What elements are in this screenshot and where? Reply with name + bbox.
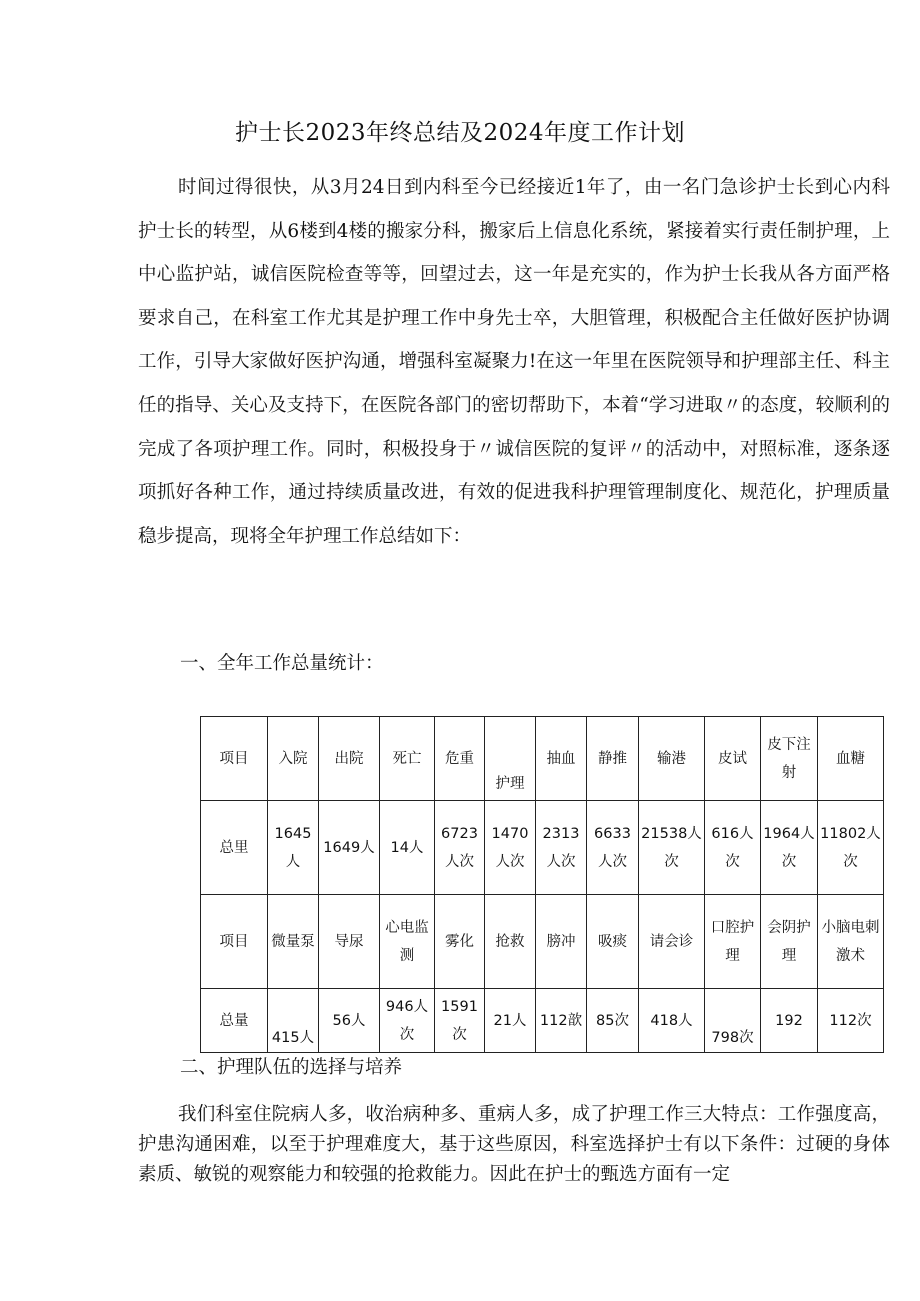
table-cell: 微量泵: [268, 895, 319, 989]
table-cell: 56人: [319, 989, 380, 1053]
table-cell: 项目: [201, 895, 268, 989]
table-cell: 抢救: [485, 895, 536, 989]
table-cell: 1645人: [268, 801, 319, 895]
table-cell: 1591次: [435, 989, 485, 1053]
table-cell: 心电监测: [380, 895, 435, 989]
intro-paragraph: 时间过得很快，从3月24日到内科至今已经接近1年了，由一名门急诊护士长到心内科护士长的转型，从6楼到4楼的搬家分科，搬家后上信息化系统，紧接着实行责任制护理，上中心监护站，诚信医院检查等等，回望过去，这一年是充实的，作为护士长我从各方面严格要求自己，在科室工作尤其是护理工作中身先士卒，大胆管理，积极配合主任做好医护协调工作，引导大家做好医护沟通，增强科室凝聚力!在这一年里在医院领导和护理部主任、科主任的指导、关心及支持下，在医院各部门的密切帮助下，本着“学习进取〃的态度，较顺利的完成了各项护理工作。同时，积极投身于〃诚信医院的复评〃的活动中，对照标准，逐条逐项抓好各种工作，通过持续质量改进，有效的促进我科护理管理制度化、规范化，护理质量稳步提高，现将全年护理工作总结如下：: [138, 177, 890, 547]
document-title: 护士长2023年终总结及2024年度工作计划: [234, 120, 686, 146]
table-cell: 2313人次: [536, 801, 587, 895]
table-cell: 死亡: [380, 717, 435, 801]
table-row: [201, 801, 884, 895]
table-cell: 静推: [587, 717, 639, 801]
table-cell: 入院: [268, 717, 319, 801]
table-cell: 1470人次: [485, 801, 536, 895]
table-cell: 请会诊: [639, 895, 705, 989]
table-cell: 口腔护理: [705, 895, 761, 989]
table-cell: 14人: [380, 801, 435, 895]
table-cell: 415人: [268, 989, 319, 1053]
table-cell: 1964人次: [761, 801, 818, 895]
table-cell: 雾化: [435, 895, 485, 989]
table-cell: 小脑电刺激术: [818, 895, 884, 989]
table-cell: 总量: [201, 989, 268, 1053]
table-cell: 会阴护理: [761, 895, 818, 989]
table-cell: 项目: [201, 717, 268, 801]
table-cell: 798次: [705, 989, 761, 1053]
table-row: [201, 717, 884, 801]
table-cell: 21人: [485, 989, 536, 1053]
table-cell: 危重: [435, 717, 485, 801]
table-cell: 616人次: [705, 801, 761, 895]
table-cell: 1649人: [319, 801, 380, 895]
table-cell: 膀冲: [536, 895, 587, 989]
table-cell: 护理: [485, 717, 536, 801]
table-cell: 6633人次: [587, 801, 639, 895]
team-paragraph: 我们科室住院病人多，收治病种多、重病人多，成了护理工作三大特点：工作强度高，护患沟通困难，以至于护理难度大，基于这些原因，科室选择护士有以下条件：过硬的身体素质、敏锐的观察能力和较强的抢救能力。因此在护士的甄选方面有一定: [138, 1104, 890, 1185]
table-cell: 11802人次: [818, 801, 884, 895]
table-cell: 946人次: [380, 989, 435, 1053]
table-cell: 皮试: [705, 717, 761, 801]
table-cell: 21538人次: [639, 801, 705, 895]
table-cell: 112次: [818, 989, 884, 1053]
table-cell: 血糖: [818, 717, 884, 801]
table-cell: 导尿: [319, 895, 380, 989]
table-cell: 皮下注射: [761, 717, 818, 801]
workload-table: [200, 716, 884, 1053]
table-cell: 192: [761, 989, 818, 1053]
table-cell: 总里: [201, 801, 268, 895]
table-cell: 抽血: [536, 717, 587, 801]
table-cell: 出院: [319, 717, 380, 801]
table-cell: 418人: [639, 989, 705, 1053]
table-cell: 吸痰: [587, 895, 639, 989]
table-cell: 112歆: [536, 989, 587, 1053]
table-cell: 输港: [639, 717, 705, 801]
table-row: [201, 895, 884, 989]
table-cell: 85次: [587, 989, 639, 1053]
section-heading-team: 二、护理队伍的选择与培养: [180, 1057, 403, 1078]
table-row: [201, 989, 884, 1053]
table-cell: 6723人次: [435, 801, 485, 895]
section-heading-workload: 一、全年工作总量统计：: [180, 653, 384, 674]
